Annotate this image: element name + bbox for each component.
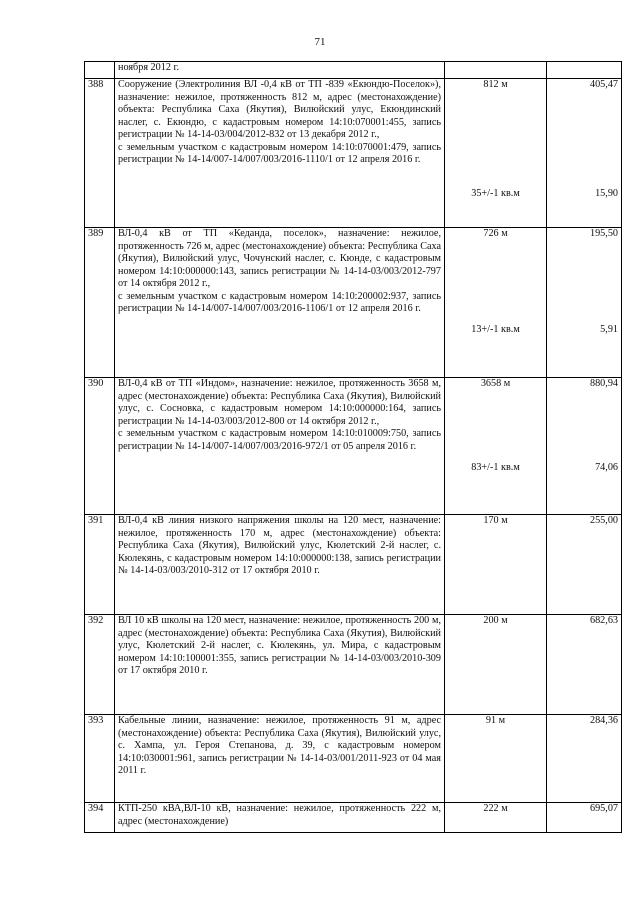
value-cell: [547, 615, 622, 715]
description-cell: [115, 228, 445, 378]
description-cell: [115, 62, 445, 79]
object-value: 284,36: [589, 715, 618, 726]
value-cell: [547, 62, 622, 79]
object-description: КТП-250 кВА,ВЛ-10 кВ, назначение: нежилое, протяженность 222 м, адрес (местонахождение): [118, 803, 441, 827]
row-number: 393: [85, 715, 115, 803]
table-row: [85, 228, 622, 378]
length-value: 812 м: [483, 79, 508, 90]
value-cell: [547, 378, 622, 515]
number-cell: [85, 62, 115, 79]
description-cell: [115, 79, 445, 228]
quantity-cell: [445, 62, 547, 79]
object-description: Кабельные линии, назначение: нежилое, протяженность 91 м, адрес (местонахождение) объекта: Республика Саха (Якутия), Вилюйский улус, с. Хампа, ул. Героя Степанова, д. 39, с кадастровым номером 14:10:030001:961, запись регистрации № 14-14-03/001/2011-923 от 04 мая 2011 г.: [118, 715, 441, 776]
length-value: 222 м: [483, 803, 508, 814]
quantity-cell: [445, 515, 547, 615]
quantity-cell: [445, 79, 547, 228]
quantity-cell: [445, 228, 547, 378]
land-value: 74,06: [595, 461, 618, 473]
description-cell: [115, 515, 445, 615]
object-value: 405,47: [589, 79, 618, 90]
object-value: 880,94: [589, 378, 618, 389]
length-value: 91 м: [485, 715, 506, 726]
page-number: 71: [314, 36, 326, 48]
land-area-value: 35+/-1 кв.м: [471, 187, 520, 199]
length-value: 726 м: [483, 228, 508, 239]
description-cell: [115, 803, 445, 833]
value-cell: [547, 715, 622, 803]
quantity-cell: [445, 615, 547, 715]
quantity-cell: [445, 378, 547, 515]
description-cell: [115, 615, 445, 715]
object-description: ВЛ 10 кВ школы на 120 мест, назначение: нежилое, протяженность 200 м, адрес (местонахождение) объекта: Республика Саха (Якутия), Вилюйский улус, Кюлетский 2-й наслег, с. Кюлекянь, ул. Мира, с кадастровым номером 14:10:100001:355, запись регистрации № 14-14-03/003/2010-309 от 17 октября 2010 г.: [118, 615, 441, 676]
value-cell: [547, 515, 622, 615]
land-area-value: 83+/-1 кв.м: [471, 461, 520, 473]
table-row: [85, 378, 622, 515]
object-value: 682,63: [589, 615, 618, 626]
land-plot-description: с земельным участком с кадастровым номером 14:10:070001:479, запись регистрации № 14-14/007-14/007/003/2016-1110/1 от 12 апреля 2016 г.: [118, 141, 441, 165]
row-number: 392: [85, 615, 115, 715]
row-number: 391: [85, 515, 115, 615]
row-number: 389: [85, 228, 115, 378]
description-cell: [115, 378, 445, 515]
land-plot-description: с земельным участком с кадастровым номером 14:10:200002:937, запись регистрации № 14-14/007-14/007/003/2016-1106/1 от 12 апреля 2016 г.: [118, 290, 441, 314]
length-value: 200 м: [483, 615, 508, 626]
description-cell: [115, 715, 445, 803]
value-cell: [547, 803, 622, 833]
length-value: 170 м: [483, 515, 508, 526]
land-area-value: 13+/-1 кв.м: [471, 323, 520, 335]
land-value: 5,91: [600, 323, 618, 335]
quantity-cell: [445, 803, 547, 833]
table-row: [85, 515, 622, 615]
table-row: [85, 803, 622, 833]
row-number: 394: [85, 803, 115, 833]
length-value: 3658 м: [480, 378, 511, 389]
object-value: 695,07: [589, 803, 618, 814]
table-row: [85, 715, 622, 803]
land-plot-description: с земельным участком с кадастровым номером 14:10:010009:750, запись регистрации № 14-14/007-14/007/003/2016-972/1 от 05 апреля 2016 г.: [118, 428, 441, 452]
table-row-continuation: [85, 62, 622, 79]
object-value: 195,50: [589, 228, 618, 239]
table-row: [85, 79, 622, 228]
object-description: ВЛ-0,4 кВ от ТП «Индом», назначение: нежилое, протяженность 3658 м, адрес (местонахождение) объекта: Республика Саха (Якутия), Вилюйский улус, с. Сосновка, с кадастровым номером 14:10:000000:164, запись регистрации № 14-14-03/003/2012-800 от 14 октября 2012 г.,: [118, 378, 441, 427]
value-cell: [547, 228, 622, 378]
continuation-text: ноября 2012 г.: [118, 62, 180, 73]
object-description: Сооружение (Электролиния ВЛ -0,4 кВ от ТП -839 «Екюндю-Поселок»), назначение: нежилое, протяженность 812 м, адрес (местонахождение) объекта: Республика Саха (Якутия), Вилюйский улус, Екюндинский наслег, с. Екюндю, с кадастровым номером 14:10:070001:455, запись регистрации № 14-14-03/004/2012-832 от 13 декабря 2012 г.,: [118, 79, 441, 140]
object-description: ВЛ-0,4 кВ линия низкого напряжения школы на 120 мест, назначение: нежилое, протяженность 170 м, адрес (местонахождение) объекта: Республика Саха (Якутия), Вилюйский улус, Кюлетский 2-й наслег, с. Кюлекянь, с кадастровым номером 14:10:000000:138, запись регистрации № 14-14-03/003/2010-312 от 17 октября 2010 г.: [118, 515, 441, 576]
quantity-cell: [445, 715, 547, 803]
registry-table: [84, 61, 622, 833]
table-row: [85, 615, 622, 715]
land-value: 15,90: [595, 187, 618, 199]
row-number: 390: [85, 378, 115, 515]
row-number: 388: [85, 79, 115, 228]
object-value: 255,00: [589, 515, 618, 526]
value-cell: [547, 79, 622, 228]
object-description: ВЛ-0,4 кВ от ТП «Кеданда, поселок», назначение: нежилое, протяженность 726 м, адрес (местонахождение) объекта: Республика Саха (Якутия), Вилюйский улус, Чочунский наслег, с. Кюнде, с кадастровым номером 14:10:000000:143, запись регистрации № 14-14-03/003/2012-797 от 14 октября 2012 г.,: [118, 228, 442, 289]
